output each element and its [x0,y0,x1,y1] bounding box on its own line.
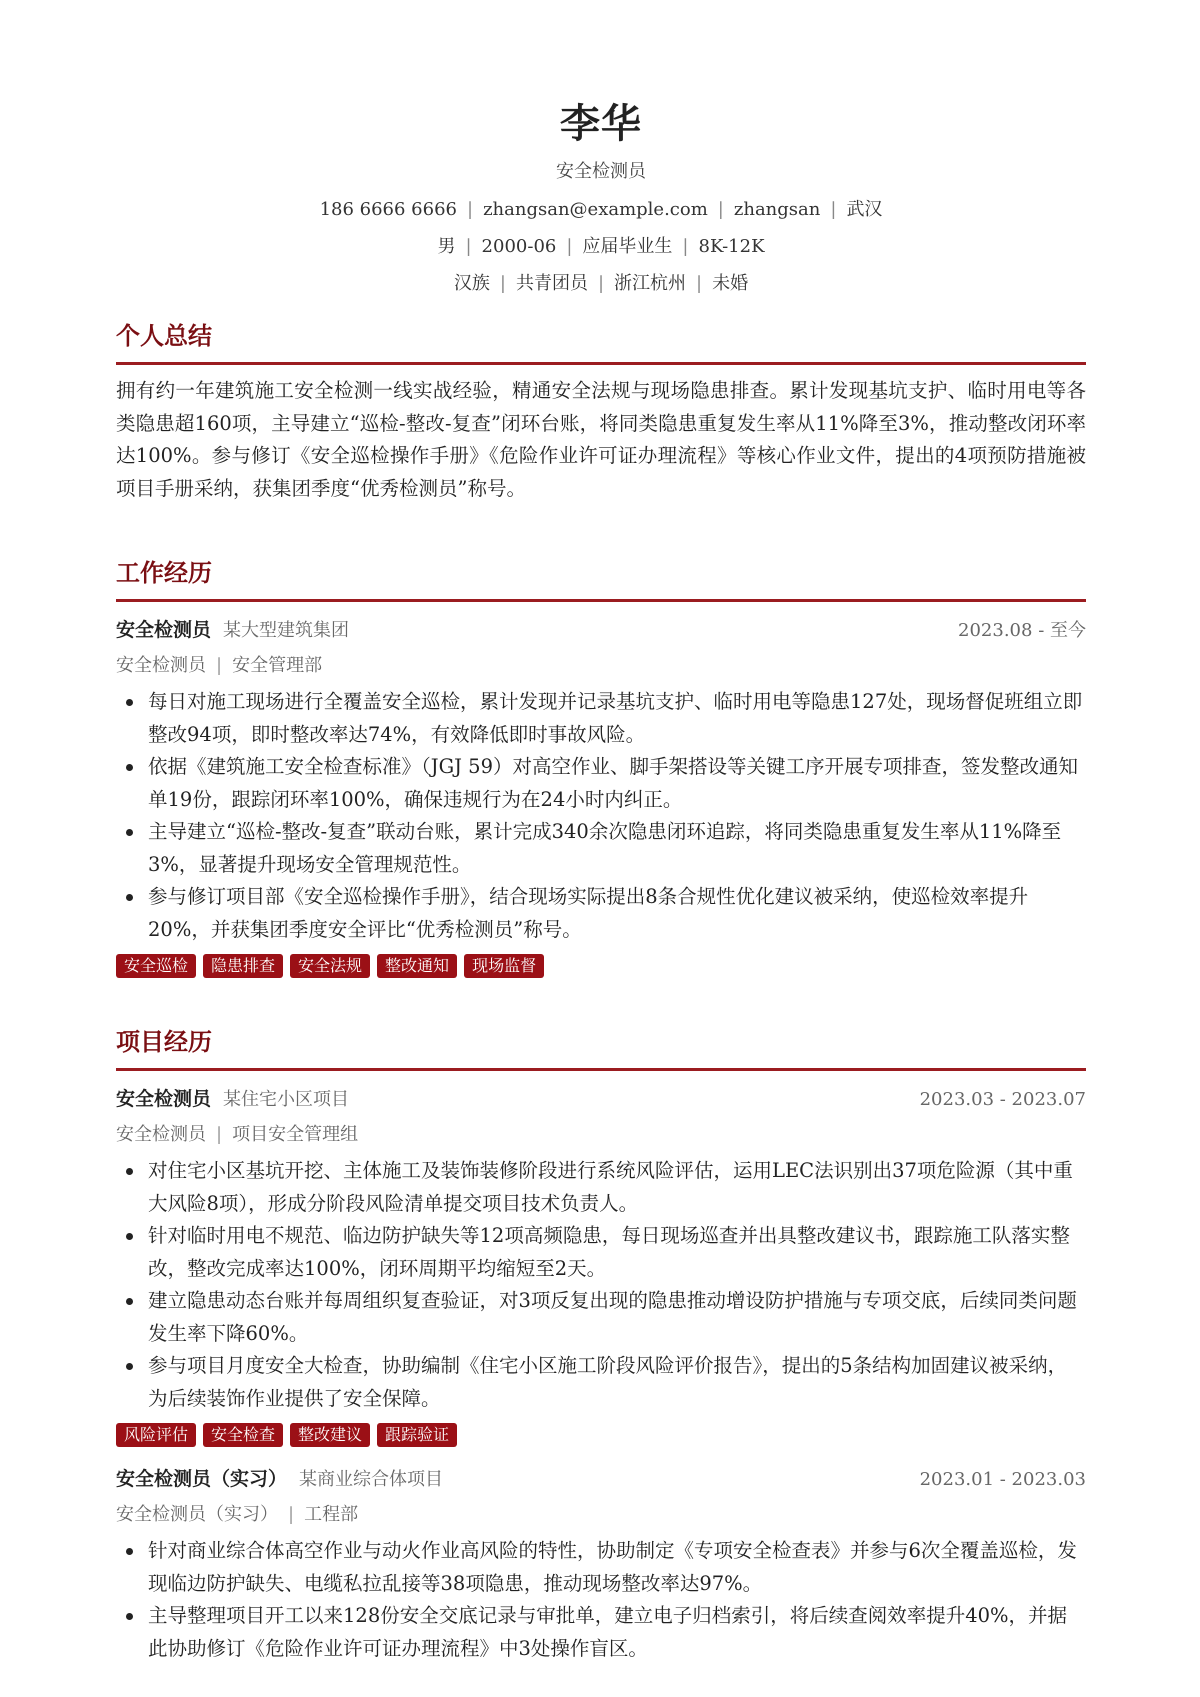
skill-tag: 现场监督 [464,954,544,978]
separator: | [288,1504,295,1525]
resume-header [116,0,1086,297]
separator: | [465,236,472,257]
entry-header [116,1465,1086,1494]
skill-tag: 整改建议 [290,1423,370,1447]
entry-role: 安全检测员 [116,1088,212,1110]
work-entry [116,616,1086,978]
list-item: 针对商业综合体高空作业与动火作业高风险的特性，协助制定《专项安全检查表》并参与6次全覆盖巡检，发现临边防护缺失、电缆私拉乱接等38项隐患，推动现场整改率达97%。 [116,1535,1086,1600]
political-status: 共青团员 [515,273,588,294]
section-heading: 工作经历 [116,557,1086,602]
entry-header [116,1085,1086,1114]
project-entry [116,1465,1086,1665]
entry-bullets [116,1535,1086,1665]
basic-info-line [116,234,1086,260]
birth-date: 2000-06 [481,236,557,257]
list-item: 针对临时用电不规范、临边防护缺失等12项高频隐患，每日现场巡查并出具整改建议书，跟踪施工队落实整改，整改完成率达100%，闭环周期平均缩短至2天。 [116,1220,1086,1285]
separator: | [216,655,223,676]
separator: | [830,199,837,220]
work-section [116,557,1086,978]
separator: | [597,273,605,294]
skill-tags [116,1423,1086,1447]
separator: | [682,236,689,257]
entry-org: 某商业综合体项目 [299,1469,444,1490]
list-item: 主导整理项目开工以来128份安全交底记录与审批单，建立电子归档索引，将后续查阅效率提升40%，并据此协助修订《危险作业许可证办理流程》中3处操作盲区。 [116,1600,1086,1665]
entry-bullets [116,686,1086,946]
list-item: 参与项目月度安全大检查，协助编制《住宅小区施工阶段风险评价报告》，提出的5条结构加固建议被采纳，为后续装饰作业提供了安全保障。 [116,1350,1086,1415]
section-heading: 个人总结 [116,320,1086,365]
list-item: 对住宅小区基坑开挖、主体施工及装饰装修阶段进行系统风险评估，运用LEC法识别出37项危险源（其中重大风险8项），形成分阶段风险清单提交项目技术负责人。 [116,1155,1086,1220]
gender: 男 [437,236,456,257]
hometown: 浙江杭州 [614,273,687,294]
separator: | [696,273,703,294]
entry-role-org [116,1085,349,1114]
skill-tag: 跟踪验证 [377,1423,457,1447]
entry-role-org [116,616,349,645]
candidate-title: 安全检测员 [556,161,646,182]
entry-org: 某大型建筑集团 [223,620,350,641]
entry-bullets [116,1155,1086,1415]
list-item: 参与修订项目部《安全巡检操作手册》，结合现场实际提出8条合规性优化建议被采纳，使巡检效率提升20%，并获集团季度安全评比“优秀检测员”称号。 [116,881,1086,946]
summary-text: 拥有约一年建筑施工安全检测一线实战经验，精通安全法规与现场隐患排查。累计发现基坑支护、临时用电等各类隐患超160项，主导建立“巡检-整改-复查”闭环台账，将同类隐患重复发生率从11%降至3%，推动整改闭环率达100%。参与修订《安全巡检操作手册》《危险作业许可证办理流程》等核心作业文件，提出的4项预防措施被项目手册采纳，获集团季度“优秀检测员”称号。 [116,379,1086,500]
entry-position: 安全检测员 [116,655,206,676]
entry-role-org [116,1465,443,1494]
entry-header [116,616,1086,645]
candidate-name: 李华 [560,100,642,147]
list-item: 主导建立“巡检-整改-复查”联动台账，累计完成340余次隐患闭环追踪，将同类隐患重复发生率从11%降至3%，显著提升现场安全管理规范性。 [116,816,1086,881]
projects-section [116,1026,1086,1665]
skill-tags [116,954,1086,978]
section-heading: 项目经历 [116,1026,1086,1071]
phone: 186 6666 6666 [319,199,457,220]
separator: | [566,236,573,257]
list-item: 每日对施工现场进行全覆盖安全巡检，累计发现并记录基坑支护、临时用电等隐患127处，现场督促班组立即整改94项，即时整改率达74%，有效降低即时事故风险。 [116,686,1086,751]
status: 应届毕业生 [582,236,673,257]
skill-tag: 风险评估 [116,1423,196,1447]
entry-role: 安全检测员（实习） [116,1468,288,1490]
entry-date: 2023.01 - 2023.03 [919,1469,1086,1490]
entry-date: 2023.03 - 2023.07 [919,1089,1086,1110]
entry-subline [116,1502,1086,1528]
entry-org: 某住宅小区项目 [223,1089,350,1110]
entry-subline [116,653,1086,679]
skill-tag: 隐患排查 [203,954,283,978]
list-item: 依据《建筑施工安全检查标准》（JGJ 59）对高空作业、脚手架搭设等关键工序开展专项排查，签发整改通知单19份，跟踪闭环率100%，确保违规行为在24小时内纠正。 [116,751,1086,816]
separator: | [499,273,506,294]
separator: | [466,199,474,220]
entry-date: 2023.08 - 至今 [958,620,1086,641]
skill-tag: 安全检查 [203,1423,283,1447]
entry-position: 安全检测员 [116,1124,206,1145]
separator: | [717,199,724,220]
marital-status: 未婚 [712,273,749,294]
ethnicity: 汉族 [453,273,490,294]
entry-dept: 工程部 [304,1504,359,1525]
entry-dept: 项目安全管理组 [232,1124,359,1145]
contact-line [116,197,1086,223]
skill-tag: 整改通知 [377,954,457,978]
list-item: 建立隐患动态台账并每周组织复查验证，对3项反复出现的隐患推动增设防护措施与专项交底，后续同类问题发生率下降60%。 [116,1285,1086,1350]
skill-tag: 安全法规 [290,954,370,978]
city: 武汉 [846,199,883,220]
entry-dept: 安全管理部 [232,655,323,676]
skill-tag: 安全巡检 [116,954,196,978]
entry-subline [116,1122,1086,1148]
summary-section [116,320,1086,505]
separator: | [216,1124,223,1145]
extra-info-line [116,271,1086,297]
salary: 8K-12K [698,236,765,257]
entry-role: 安全检测员 [116,619,212,641]
resume-page [116,0,1086,1660]
email: zhangsan@example.com [483,199,708,220]
project-entry [116,1085,1086,1447]
entry-position: 安全检测员（实习） [116,1504,278,1525]
username: zhangsan [733,199,821,220]
